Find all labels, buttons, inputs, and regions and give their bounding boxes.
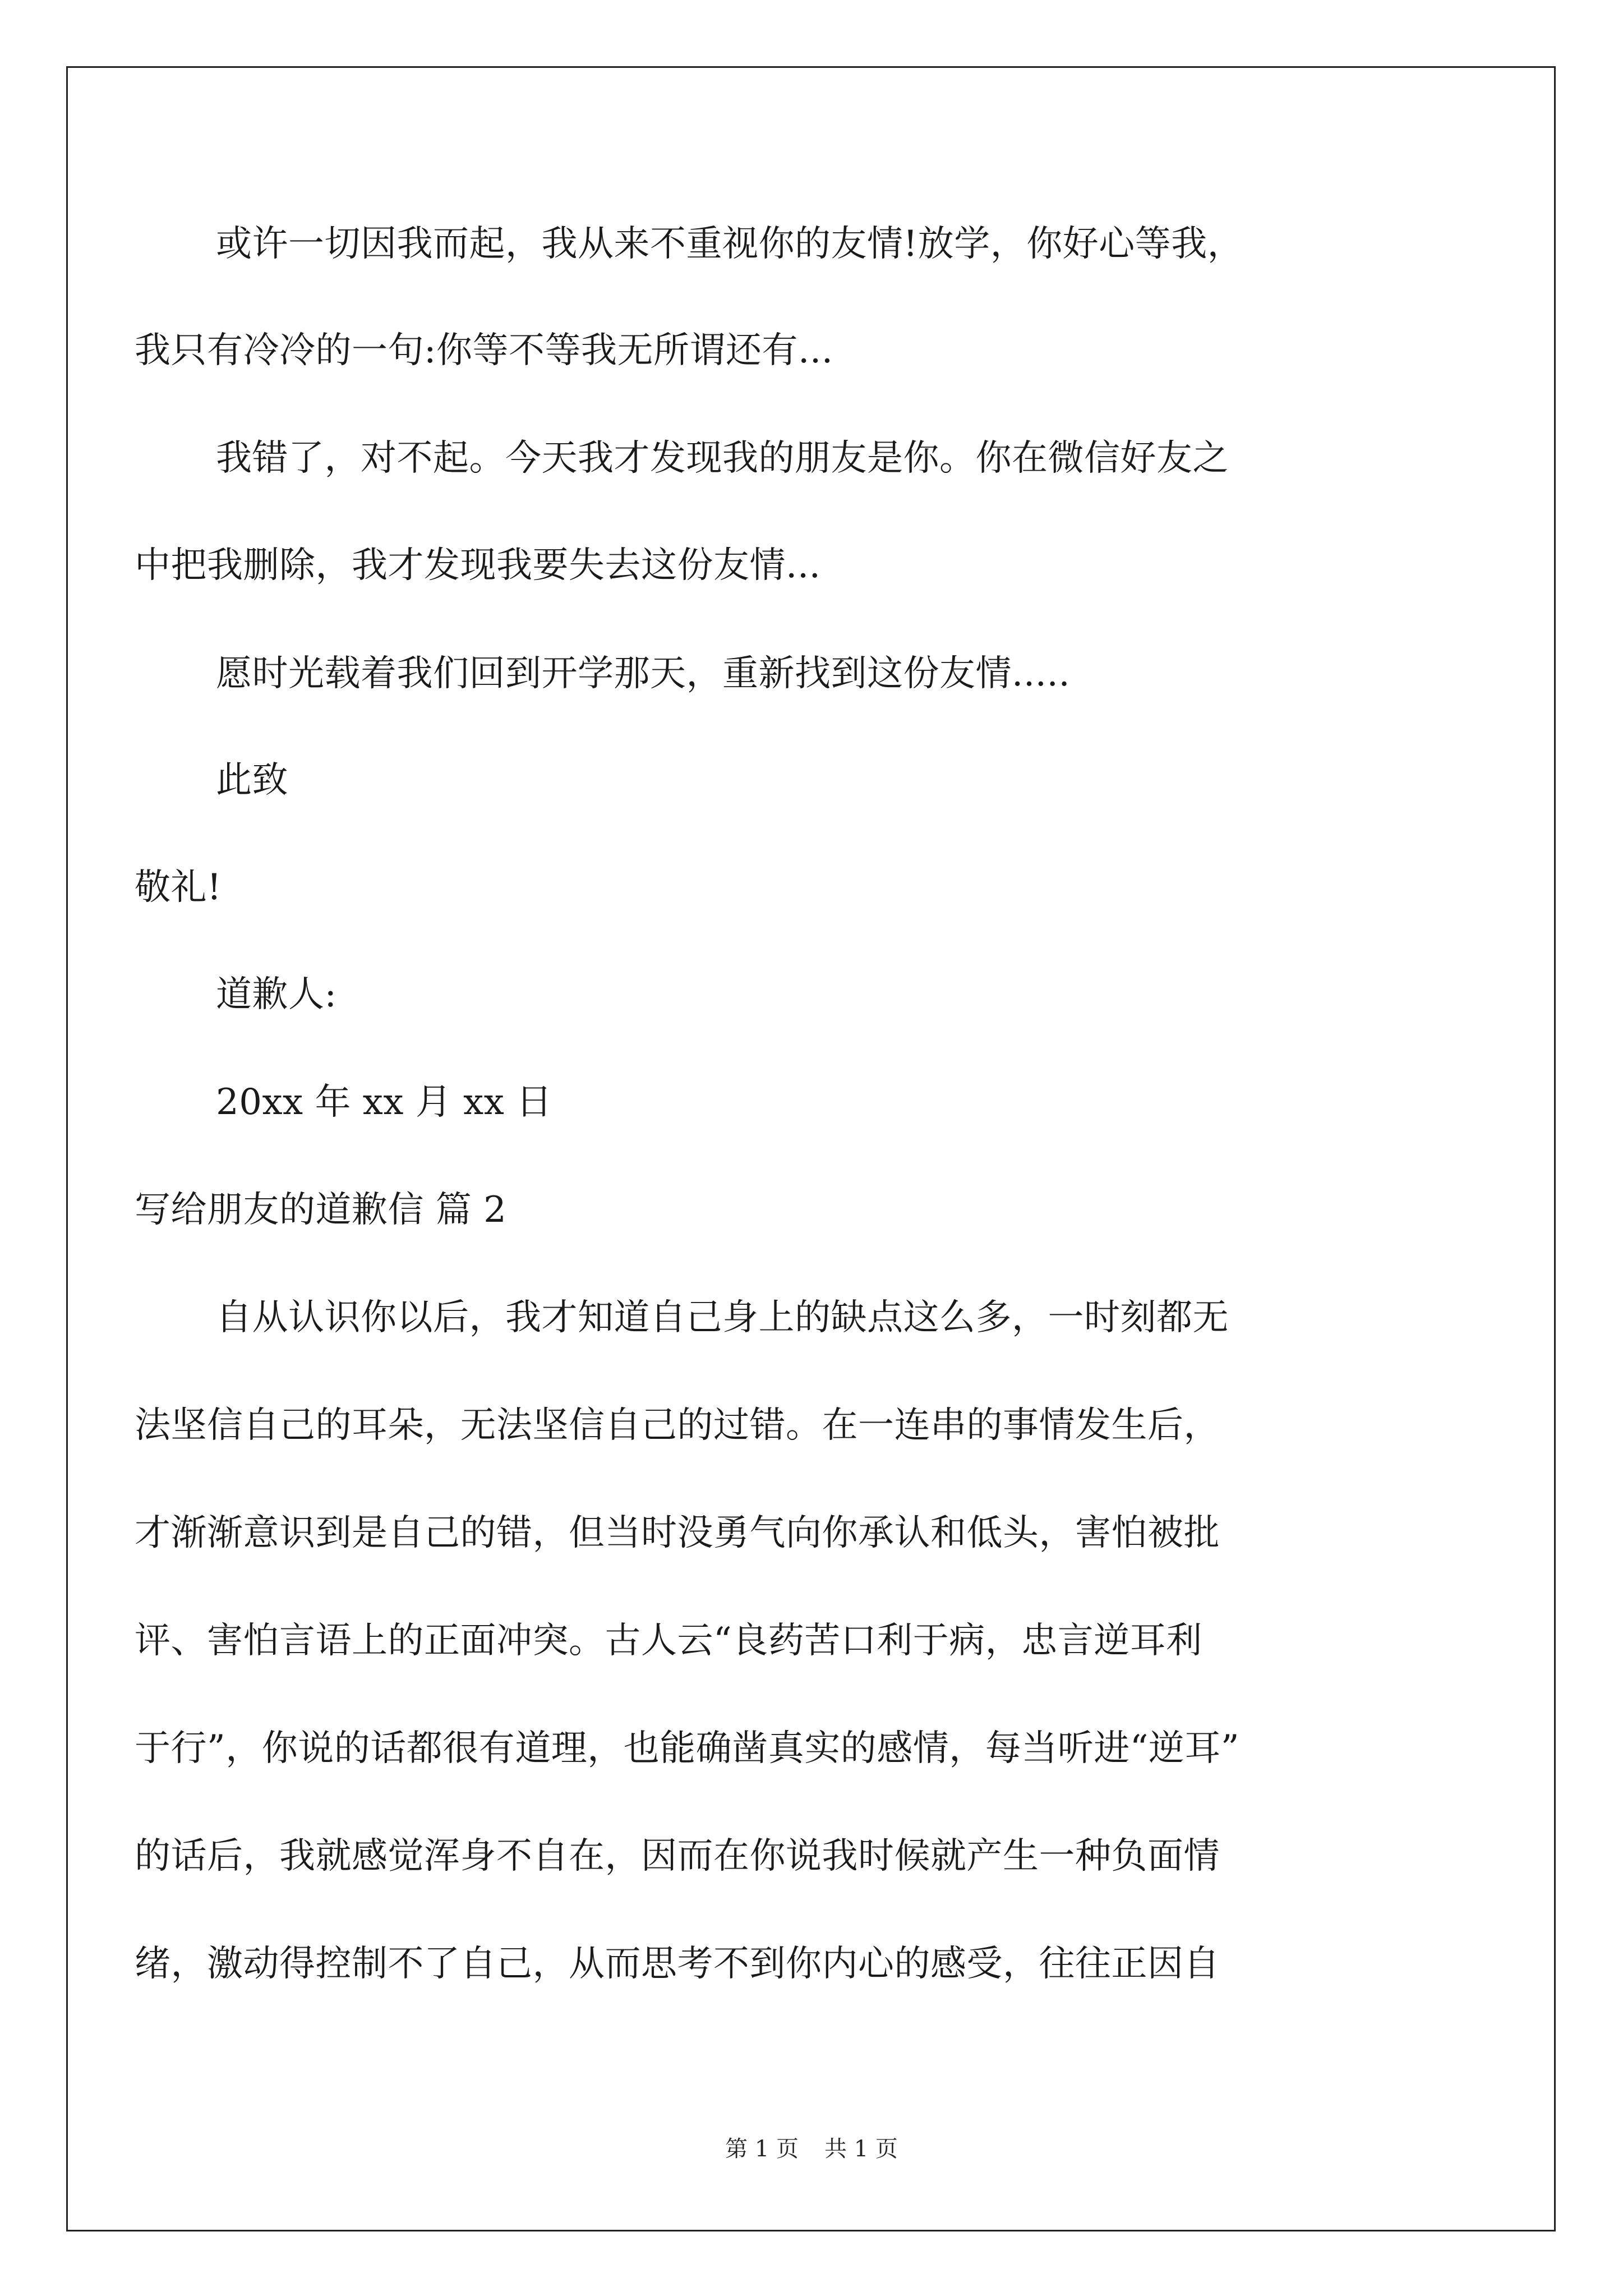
paragraph-line: 自从认识你以后，我才知道自己身上的缺点这么多，一时刻都无 bbox=[216, 1297, 1229, 1338]
paragraph-line: 或许一切因我而起，我从来不重视你的友情!放学，你好心等我， bbox=[216, 223, 1244, 265]
page-footer bbox=[0, 2133, 1623, 2165]
paragraph-line: 绪，激动得控制不了自己，从而思考不到你内心的感受，往往正因自 bbox=[135, 1943, 1220, 1985]
paragraph-line: 的话后，我就感觉浑身不自在，因而在你说我时候就产生一种负面情 bbox=[135, 1835, 1220, 1877]
paragraph-line: 中把我删除，我才发现我要失去这份友情... bbox=[135, 545, 821, 586]
section-heading: 写给朋友的道歉信 篇 2 bbox=[135, 1189, 507, 1231]
signature-label: 道歉人: bbox=[216, 974, 337, 1015]
paragraph-line: 才渐渐意识到是自己的错，但当时没勇气向你承认和低头，害怕被批 bbox=[135, 1512, 1220, 1554]
paragraph-line: 我错了，对不起。今天我才发现我的朋友是你。你在微信好友之 bbox=[216, 438, 1229, 479]
page-border bbox=[66, 66, 1556, 2231]
paragraph-line: 评、害怕言语上的正面冲突。古人云“良药苦口利于病，忠言逆耳利 bbox=[135, 1620, 1202, 1662]
closing-salutation: 此致 bbox=[216, 760, 288, 801]
closing-regards: 敬礼! bbox=[135, 867, 222, 908]
paragraph-line: 我只有冷冷的一句:你等不等我无所谓还有... bbox=[135, 330, 833, 371]
paragraph-line: 法坚信自己的耳朵，无法坚信自己的过错。在一连串的事情发生后， bbox=[135, 1405, 1220, 1446]
page-total: 共 1 页 bbox=[824, 2136, 898, 2162]
paragraph-line: 愿时光载着我们回到开学那天，重新找到这份友情..... bbox=[216, 653, 1071, 694]
paragraph-line: 于行”，你说的话都很有道理，也能确凿真实的感情，每当听进“逆耳” bbox=[135, 1728, 1240, 1769]
page-number: 第 1 页 bbox=[725, 2136, 799, 2162]
date-line: 20xx 年 xx 月 xx 日 bbox=[216, 1082, 552, 1123]
